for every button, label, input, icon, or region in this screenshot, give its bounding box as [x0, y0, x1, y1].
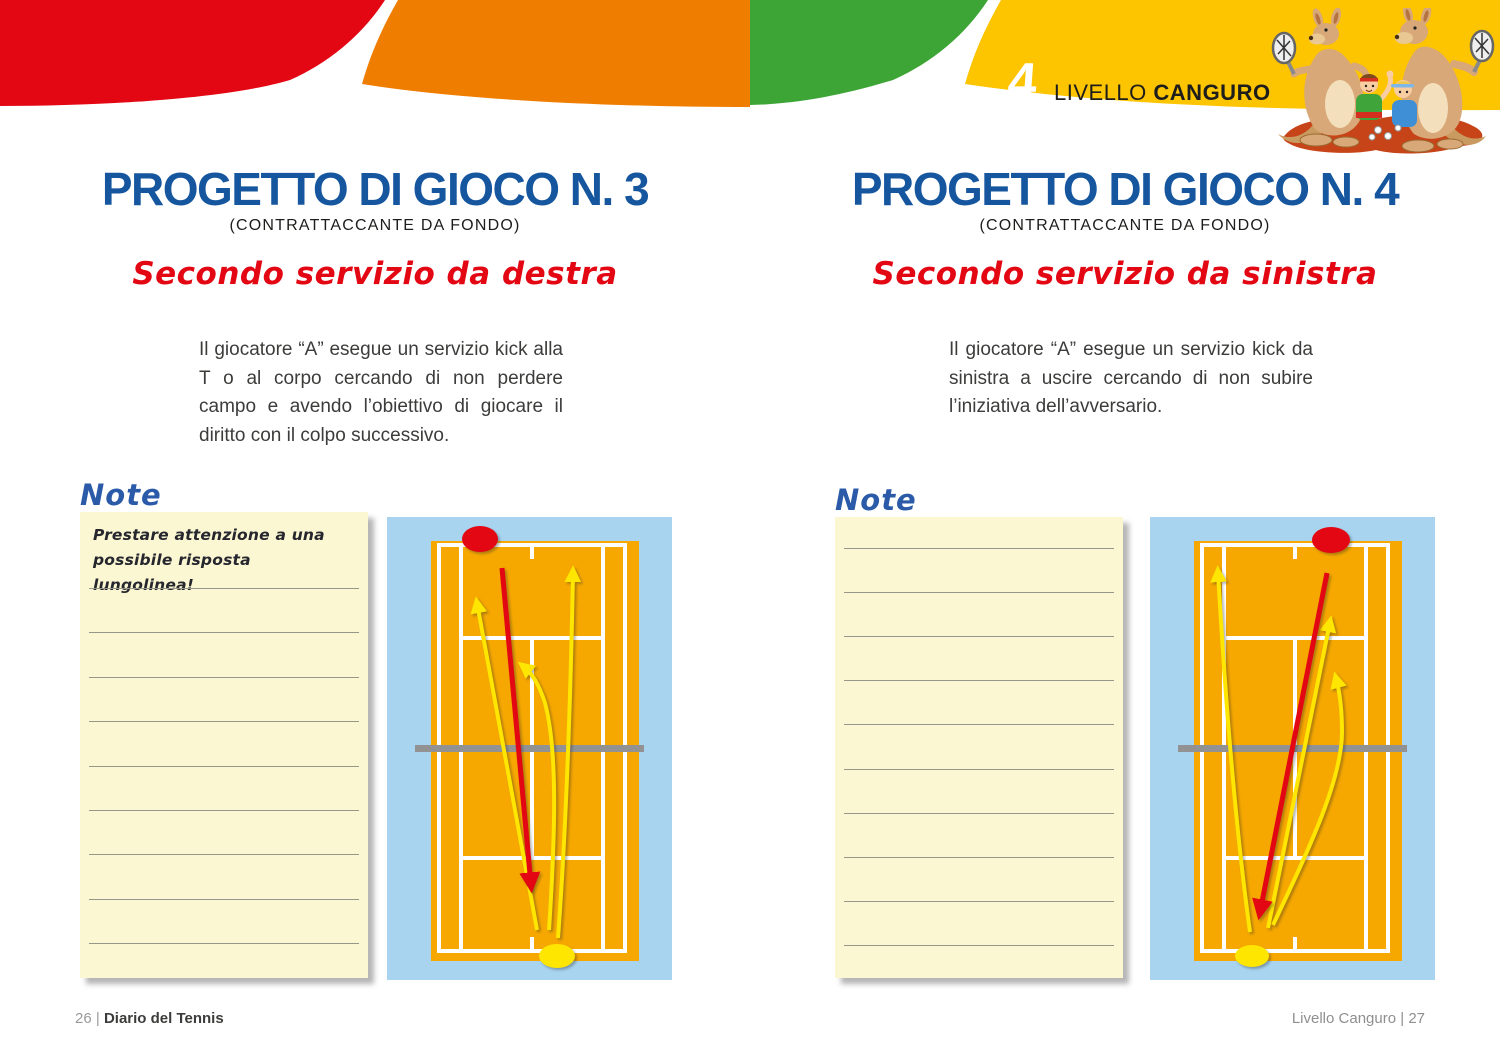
- ruled-line: [844, 769, 1114, 770]
- yellow-player-marker: [1235, 945, 1269, 967]
- page-subtitle-right: (CONTRATTACCANTE DA FONDO): [979, 217, 1271, 234]
- ruled-line: [844, 636, 1114, 637]
- note-paper-left: [80, 512, 368, 978]
- ruled-line: [844, 813, 1114, 814]
- net: [415, 745, 644, 752]
- note-label-left: Note: [80, 478, 162, 512]
- ruled-line: [844, 945, 1114, 946]
- red-band: [0, 0, 385, 106]
- right-kid: [1391, 80, 1417, 127]
- ruled-line: [844, 901, 1114, 902]
- orange-band: [362, 0, 750, 107]
- ruled-line: [844, 857, 1114, 858]
- level-word: LIVELLO: [1054, 80, 1147, 105]
- ruled-line: [89, 899, 359, 900]
- kangaroo-illustration: [1268, 8, 1498, 158]
- right-racket: [1471, 31, 1493, 72]
- footer-right: Livello Canguro | 27: [1291, 1010, 1425, 1027]
- note-paper-right: [835, 517, 1123, 978]
- book-title: Diario del Tennis: [103, 1010, 224, 1027]
- page-tagline-left: Secondo servizio da destra: [132, 256, 618, 292]
- page-body-right: Il giocatore “A” esegue un servizio kick da sinistra a uscire cercando di non subire l’iniziativa dell’avversario.: [949, 339, 1313, 417]
- court-diagram-left: [387, 517, 672, 980]
- left-kid: [1356, 71, 1394, 121]
- court-diagram-right: [1150, 517, 1435, 980]
- level-name: CANGURO: [1153, 80, 1271, 105]
- ruled-line: [89, 854, 359, 855]
- page-subtitle-left: (CONTRATTACCANTE DA FONDO): [229, 217, 521, 234]
- ruled-line: [844, 548, 1114, 549]
- footer-left: 26 | Diario del Tennis: [75, 1010, 224, 1027]
- yellow-player-marker: [539, 944, 575, 968]
- ruled-line: [844, 592, 1114, 593]
- ruled-line: [844, 724, 1114, 725]
- ruled-line: [89, 766, 359, 767]
- left-racket: [1273, 33, 1295, 74]
- red-player-marker: [462, 526, 498, 552]
- page-number: 27: [1408, 1010, 1425, 1027]
- page-number: 26: [75, 1010, 92, 1027]
- red-player-marker: [1312, 527, 1350, 553]
- ruled-line: [89, 632, 359, 633]
- page-body-left: Il giocatore “A” esegue un servizio kick alla T o al corpo cercando di non perdere campo e avendo l’obiettivo di giocare il diritto con il colpo successivo.: [199, 339, 563, 446]
- note-label-right: Note: [835, 483, 917, 517]
- left-kangaroo: [1273, 8, 1367, 147]
- chapter-title: Livello Canguro: [1291, 1010, 1397, 1027]
- page-title-left: PROGETTO DI GIOCO N. 3: [101, 163, 649, 215]
- handwritten-note: Prestare attenzione a una possibile risposta lungolinea!: [93, 526, 325, 594]
- ruled-line: [89, 943, 359, 944]
- level-number: 4: [1005, 53, 1039, 111]
- ruled-line: [89, 721, 359, 722]
- page-title-right: PROGETTO DI GIOCO N. 4: [851, 163, 1399, 215]
- page-tagline-right: Secondo servizio da sinistra: [872, 256, 1378, 292]
- ruled-line: [89, 588, 359, 589]
- ruled-line: [89, 810, 359, 811]
- level-label: [1054, 80, 1271, 106]
- green-band: [750, 0, 988, 105]
- ruled-line: [89, 677, 359, 678]
- ruled-line: [844, 680, 1114, 681]
